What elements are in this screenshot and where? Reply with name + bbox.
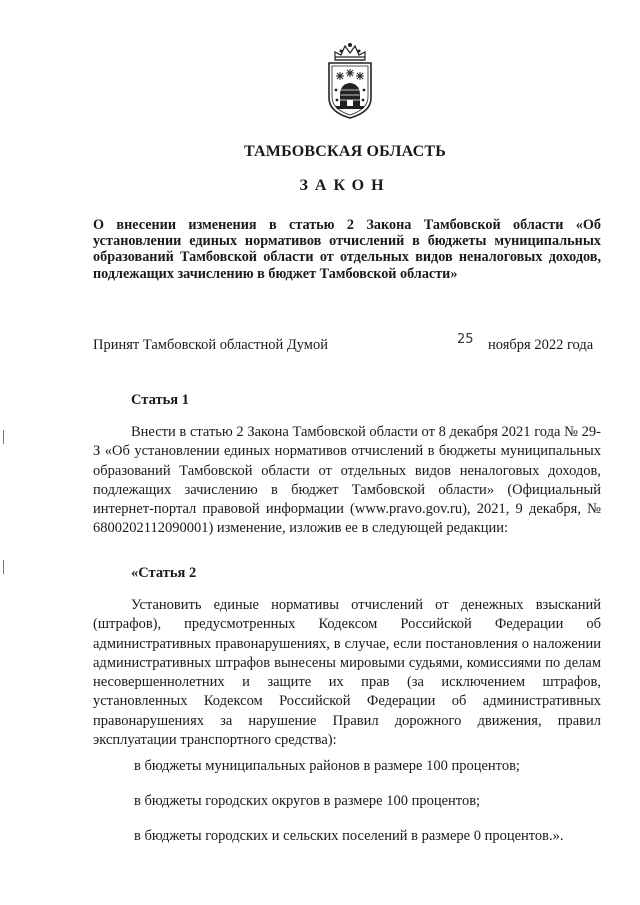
- list-item: в бюджеты городских округов в размере 100 процентов;: [134, 793, 481, 809]
- scan-margin-mark: [3, 560, 4, 574]
- article-2-heading: «Статья 2: [131, 565, 197, 581]
- region-title: ТАМБОВСКАЯ ОБЛАСТЬ: [243, 143, 447, 160]
- adoption-day-handwritten: 25: [457, 332, 474, 347]
- scan-margin-mark: [3, 430, 4, 444]
- coat-of-arms-icon: [323, 40, 377, 122]
- adoption-body: Принят Тамбовской областной Думой: [93, 337, 328, 353]
- list-item: в бюджеты городских и сельских поселений в размере 0 процентов.».: [134, 828, 564, 844]
- article-2-text: Установить единые нормативы отчислений от денежных взысканий (штрафов), предусмотренных Кодексом Российской Федерации об административных правонарушениях, в случае, если постановления о наложении административных штрафов вынесены мировыми судьями, комиссиями по делам несовершеннолетних и защите их прав (за исключением штрафов, установленных Кодексом Российской Федерации об административных правонарушениях за нарушение Правил дорожного движения, правил эксплуатации транспортного средства):: [93, 597, 601, 749]
- article-1-heading: Статья 1: [131, 392, 189, 408]
- list-item: в бюджеты муниципальных районов в размере 100 процентов;: [134, 758, 520, 774]
- article-1-text: Внести в статью 2 Закона Тамбовской области от 8 декабря 2021 года № 29-З «Об установлении единых нормативов отчислений в бюджеты муниципальных образований Тамбовской области от отдельных видов неналоговых доходов, подлежащих зачислению в бюджет Тамбовской области» (Официальный интернет-портал правовой информации (www.pravo.gov.ru), 2021, 9 декабря, № 6800202112090001) изменение, изложив ее в следующей редакции:: [93, 424, 601, 537]
- adoption-date: ноября 2022 года: [488, 337, 594, 353]
- law-subject: О внесении изменения в статью 2 Закона Тамбовской области «Об установлении единых нормативов отчислений в бюджеты муниципальных образований Тамбовской области от отдельных видов неналоговых доходов, подлежащих зачислению в бюджет Тамбовской области»: [93, 217, 601, 282]
- document-type-title: ЗАКОН: [299, 177, 391, 194]
